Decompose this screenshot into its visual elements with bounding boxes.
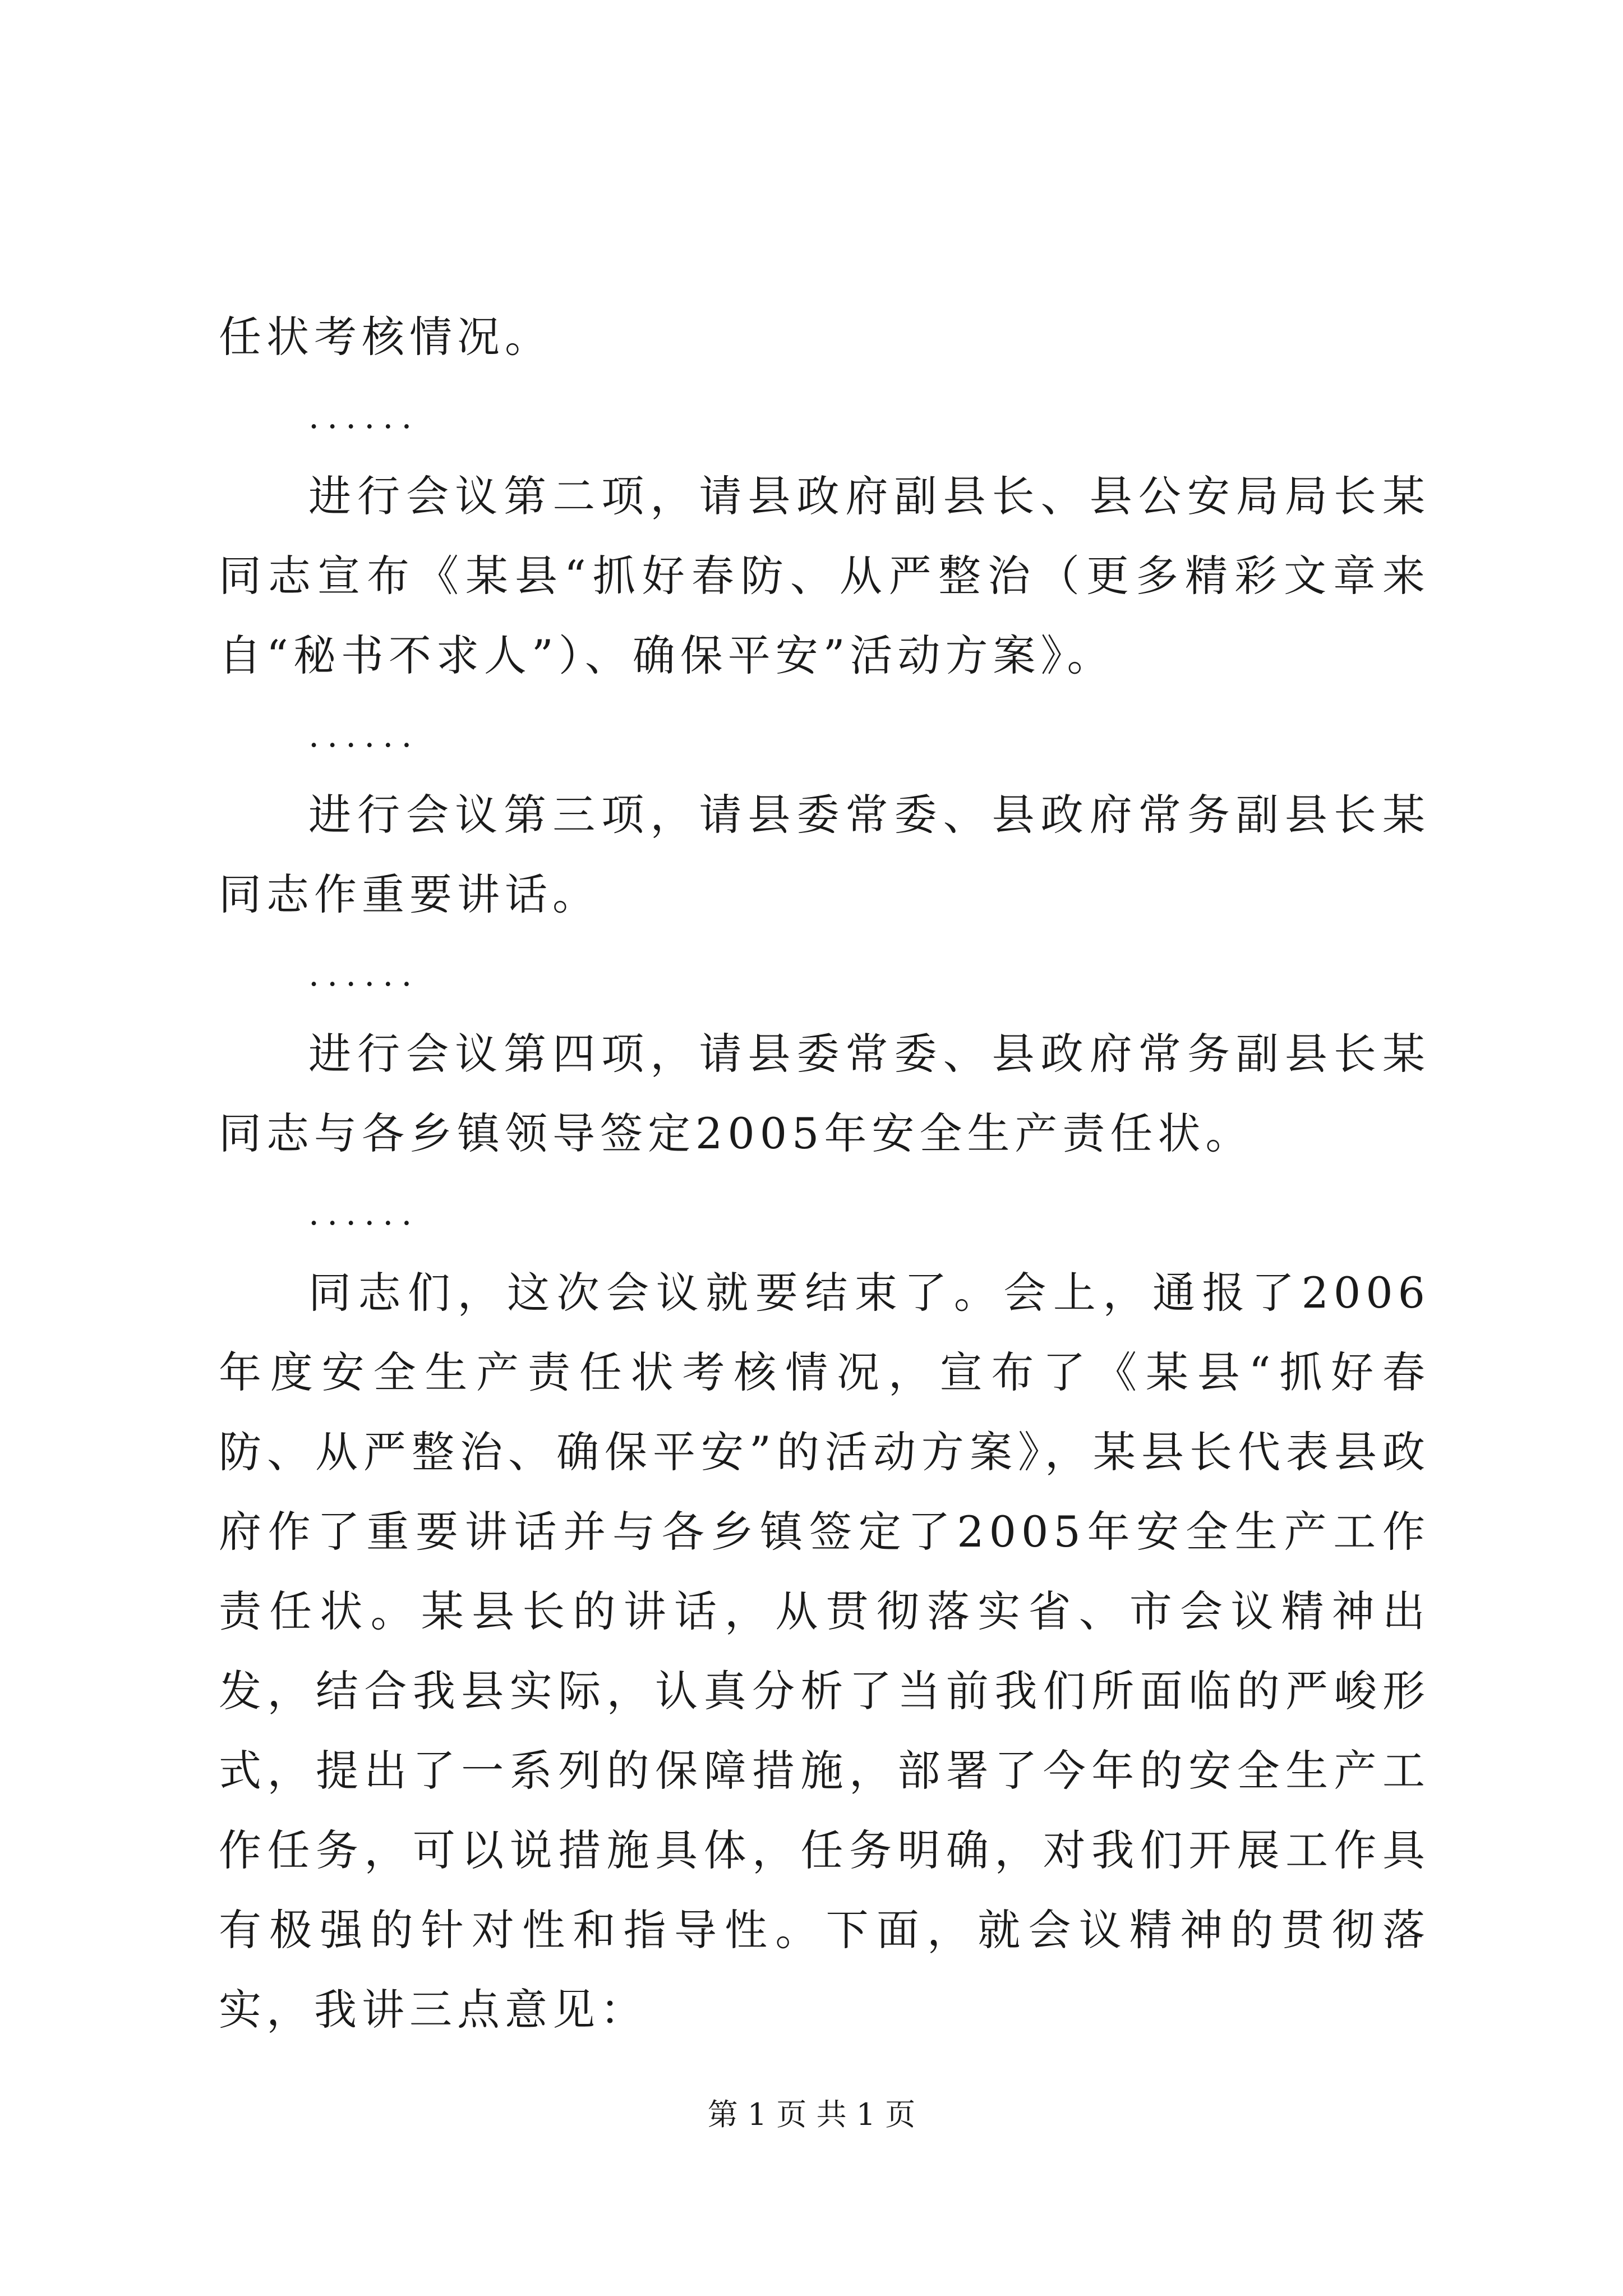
paragraph-2: 进行会议第二项，请县政府副县长、县公安局局长某同志宣布《某县“抓好春防、从严整治（更多精彩文章来自“秘书不求人”）、确保平安”活动方案》。 [219,471,1430,680]
ellipsis-4: ...... [308,1194,420,1233]
page-footer: 第 1 页 共 1 页 [707,2097,916,2132]
document-body [219,297,1430,2050]
ellipsis-1: ...... [308,397,420,436]
paragraph-4: 进行会议第四项，请县委常委、县政府常务副县长某同志与各乡镇领导签定2005年安全生产责任状。 [219,1029,1430,1158]
paragraph-1: 任状考核情况。 [219,312,552,362]
paragraph-3: 进行会议第三项，请县委常委、县政府常务副县长某同志作重要讲话。 [219,790,1430,919]
ellipsis-3: ...... [308,955,420,994]
paragraph-5: 同志们，这次会议就要结束了。会上，通报了2006年度安全生产责任状考核情况，宣布了《某县“抓好春防、从严整治、确保平安”的活动方案》，某县长代表县政府作了重要讲话并与各乡镇签定了2005年安全生产工作责任状。某县长的讲话，从贯彻落实省、市会议精神出发，结合我县实际，认真分析了当前我们所面临的严峻形式，提出了一系列的保障措施，部署了今年的安全生产工作任务，可以说措施具体，任务明确，对我们开展工作具有极强的针对性和指导性。下面，就会议精神的贯彻落实，我讲三点意见： [219,1268,1430,2035]
ellipsis-2: ...... [308,716,420,755]
